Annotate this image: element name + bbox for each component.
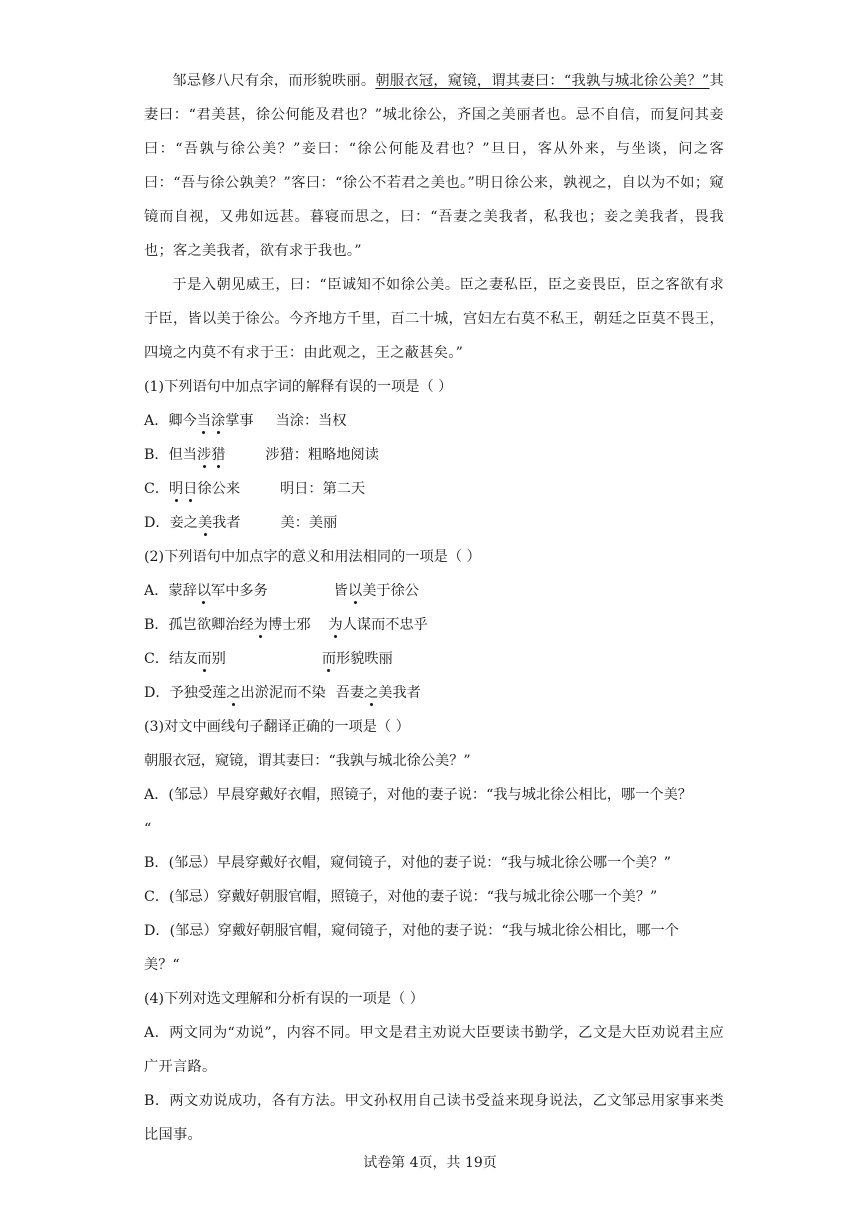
question-2-stem: (2)下列语句中加点字的意义和用法相同的一项是（ ）: [144, 549, 481, 565]
q1-option-c: C．明日徐公来 明日：第二天: [144, 481, 366, 497]
dotted-char: 而: [197, 651, 212, 667]
dotted-char: 以: [196, 583, 212, 599]
q3-option-d-cont: 美？“: [144, 957, 180, 973]
q3-sentence: 朝服衣冠，窥镜，谓其妻曰：“我孰与城北徐公美？”: [144, 753, 471, 769]
q4-option-b: B．两文劝说成功，各有方法。甲文孙权用自己读书受益来现身说法，乙文邹忌用家事来类比国事。: [144, 1093, 724, 1143]
question-3-stem: (3)对文中画线句子翻译正确的一项是（ ）: [144, 719, 410, 735]
dotted-char: 涂: [211, 413, 226, 429]
q2-option-c: C．结友而别 而形貌昳丽: [144, 651, 393, 667]
q3-option-a: A．(邹忌）早晨穿戴好衣帽，照镜子，对他的妻子说：“我与城北徐公相比，哪一个美？: [144, 787, 692, 803]
dotted-char: 之: [226, 685, 241, 701]
question-1-stem: (1)下列语句中加点字词的解释有误的一项是（ ）: [144, 379, 453, 395]
q2-option-b: B．孤岂欲卿治经为博士邪 为人谋而不忠乎: [144, 617, 428, 633]
underlined-sentence: 朝服衣冠，窥镜，谓其妻曰：“我孰与城北徐公美？”: [375, 73, 710, 89]
passage-text: 邹忌修八尺有余，而形貌昳丽。: [172, 73, 376, 89]
q1-option-d: D．妾之美我者 美：美丽: [144, 515, 338, 531]
dotted-char: 之: [364, 685, 379, 701]
passage-paragraph-2: 于是入朝见威王，曰：“臣诚知不如徐公美。臣之妻私臣，臣之妾畏臣，臣之客欲有求于臣，皆以美于徐公。今齐地方千里，百二十城，宫妇左右莫不私王，朝廷之臣莫不畏王，四境之内莫不有求于王：由此观之，王之蔽甚矣。”: [144, 277, 724, 361]
dotted-char: 为: [253, 617, 268, 633]
page-footer: 试卷第 4页，共 19页: [363, 1155, 497, 1171]
q4-option-a: A．两文同为“劝说”，内容不同。甲文是君主劝说大臣要读书勤学，乙文是大臣劝说君主应广开言路。: [144, 1025, 724, 1075]
q2-option-a: A．蒙辞以军中多务 皆以美于徐公: [144, 583, 419, 599]
page-content: [144, 64, 724, 1152]
q1-option-a: A．卿今当涂掌事 当涂：当权: [144, 413, 347, 429]
q3-option-c: C．(邹忌）穿戴好朝服官帽，照镜子，对他的妻子说：“我与城北徐公哪一个美？”: [144, 889, 658, 905]
dotted-char: 为: [328, 617, 343, 633]
dotted-char: 日: [183, 481, 198, 497]
passage-paragraph-1: [144, 64, 724, 268]
dotted-char: 美: [197, 515, 213, 531]
dotted-char: 以: [347, 583, 363, 599]
q2-option-d: D．予独受莲之出淤泥而不染 吾妻之美我者: [144, 685, 421, 701]
q3-option-d: D．(邹忌）穿戴好朝服官帽，窥伺镜子，对他的妻子说：“我与城北徐公相比，哪一个: [144, 923, 679, 939]
dotted-char: 而: [321, 651, 337, 667]
dotted-char: 猎: [211, 447, 226, 463]
dotted-char: 明: [169, 481, 184, 497]
q3-option-a-cont: “: [144, 821, 152, 837]
question-4-stem: (4)下列对选文理解和分析有误的一项是（ ）: [144, 991, 424, 1007]
dotted-char: 当: [196, 413, 212, 429]
q3-option-b: B．(邹忌）早晨穿戴好衣帽，窥伺镜子，对他的妻子说：“我与城北徐公哪一个美？”: [144, 855, 672, 871]
passage-text: 其妻曰：“君美甚，徐公何能及君也？”城北徐公，齐国之美丽者也。忌不自信，而复问其妾曰：“吾孰与徐公美？”妾曰：“徐公何能及君也？”旦日，客从外来，与坐谈，问之客曰：“吾与徐公孰美？”客曰：“徐公不若君之美也。”明日徐公来，孰视之，自以为不如；窥镜而自视，又弗如远甚。暮寝而思之，曰：“吾妻之美我者，私我也；妾之美我者，畏我也；客之美我者，欲有求于我也。”: [144, 73, 724, 259]
dotted-char: 涉: [197, 447, 212, 463]
q1-option-b: B．但当涉猎 涉猎：粗略地阅读: [144, 447, 379, 463]
